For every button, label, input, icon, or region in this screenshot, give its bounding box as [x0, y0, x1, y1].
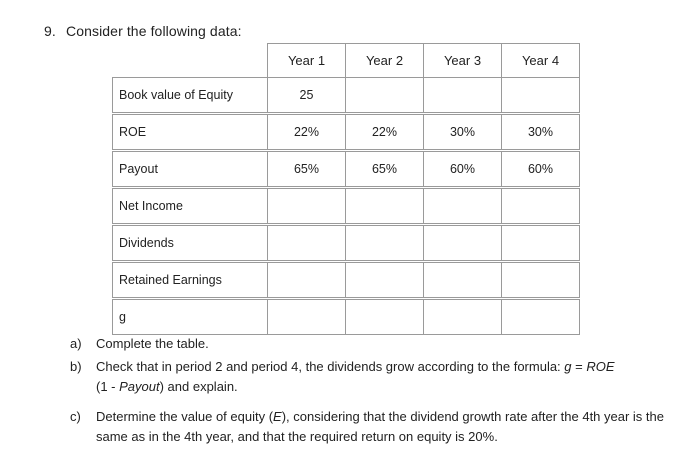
item-marker: c) — [70, 409, 81, 424]
table-cell — [346, 78, 424, 114]
table-cell: 60% — [424, 151, 502, 188]
question-text: Consider the following data: — [66, 23, 242, 39]
formula-roe: ROE — [586, 359, 615, 374]
table-row — [113, 114, 580, 151]
table-row — [113, 225, 580, 262]
row-label: Dividends — [113, 225, 268, 262]
row-label: Net Income — [113, 188, 268, 225]
item-c — [70, 407, 666, 447]
table-cell: 60% — [502, 151, 580, 188]
table-cell — [346, 262, 424, 299]
table-cell — [346, 225, 424, 262]
table-cell: 30% — [424, 114, 502, 151]
table-cell — [268, 299, 346, 335]
item-text-end: ), considering that the dividend growth rate after the 4th year is the same as in the 4th year, and that the required return on equity is 20%. — [96, 409, 664, 444]
data-table — [112, 43, 580, 335]
table-cell — [424, 299, 502, 335]
formula-g: g — [564, 359, 572, 374]
table-cell — [268, 225, 346, 262]
row-label: ROE — [113, 114, 268, 151]
row-label: Book value of Equity — [113, 78, 268, 114]
formula-equals: = — [571, 359, 587, 374]
table-cell — [346, 299, 424, 335]
table-header-row — [113, 44, 580, 78]
column-header: Year 4 — [502, 44, 580, 78]
column-header: Year 1 — [268, 44, 346, 78]
table-cell — [502, 225, 580, 262]
table-cell — [502, 299, 580, 335]
question-title — [44, 23, 242, 39]
equity-symbol: E — [273, 409, 282, 424]
table-cell — [502, 262, 580, 299]
item-text-end: ) and explain. — [159, 379, 238, 394]
formula-payout: Payout — [119, 379, 160, 394]
question-items — [70, 334, 666, 450]
item-a — [70, 334, 666, 354]
table-row — [113, 78, 580, 114]
table-row — [113, 299, 580, 335]
item-marker: a) — [70, 336, 82, 351]
row-label: g — [113, 299, 268, 335]
table-cell — [502, 188, 580, 225]
table-cell: 65% — [346, 151, 424, 188]
table-cell: 25 — [268, 78, 346, 114]
table-cell: 30% — [502, 114, 580, 151]
item-text: Determine the value of equity ( — [96, 409, 274, 424]
column-header: Year 2 — [346, 44, 424, 78]
table-cell — [424, 78, 502, 114]
row-label: Payout — [113, 151, 268, 188]
table-row — [113, 188, 580, 225]
item-b — [70, 357, 666, 397]
column-header: Year 3 — [424, 44, 502, 78]
table-cell — [424, 225, 502, 262]
item-marker: b) — [70, 359, 82, 374]
table-cell: 65% — [268, 151, 346, 188]
table-cell: 22% — [268, 114, 346, 151]
table-row — [113, 262, 580, 299]
table-cell — [268, 188, 346, 225]
row-label: Retained Earnings — [113, 262, 268, 299]
table-corner — [113, 44, 268, 78]
table-cell — [424, 188, 502, 225]
item-text: Check that in period 2 and period 4, the dividends grow according to the formula: — [96, 359, 565, 374]
table-row — [113, 151, 580, 188]
table-cell — [424, 262, 502, 299]
table-cell — [502, 78, 580, 114]
table-cell — [268, 262, 346, 299]
formula-paren: (1 - — [96, 379, 120, 394]
question-number: 9. — [44, 23, 56, 39]
item-text: Complete the table. — [96, 336, 209, 351]
table-cell — [346, 188, 424, 225]
table-cell: 22% — [346, 114, 424, 151]
